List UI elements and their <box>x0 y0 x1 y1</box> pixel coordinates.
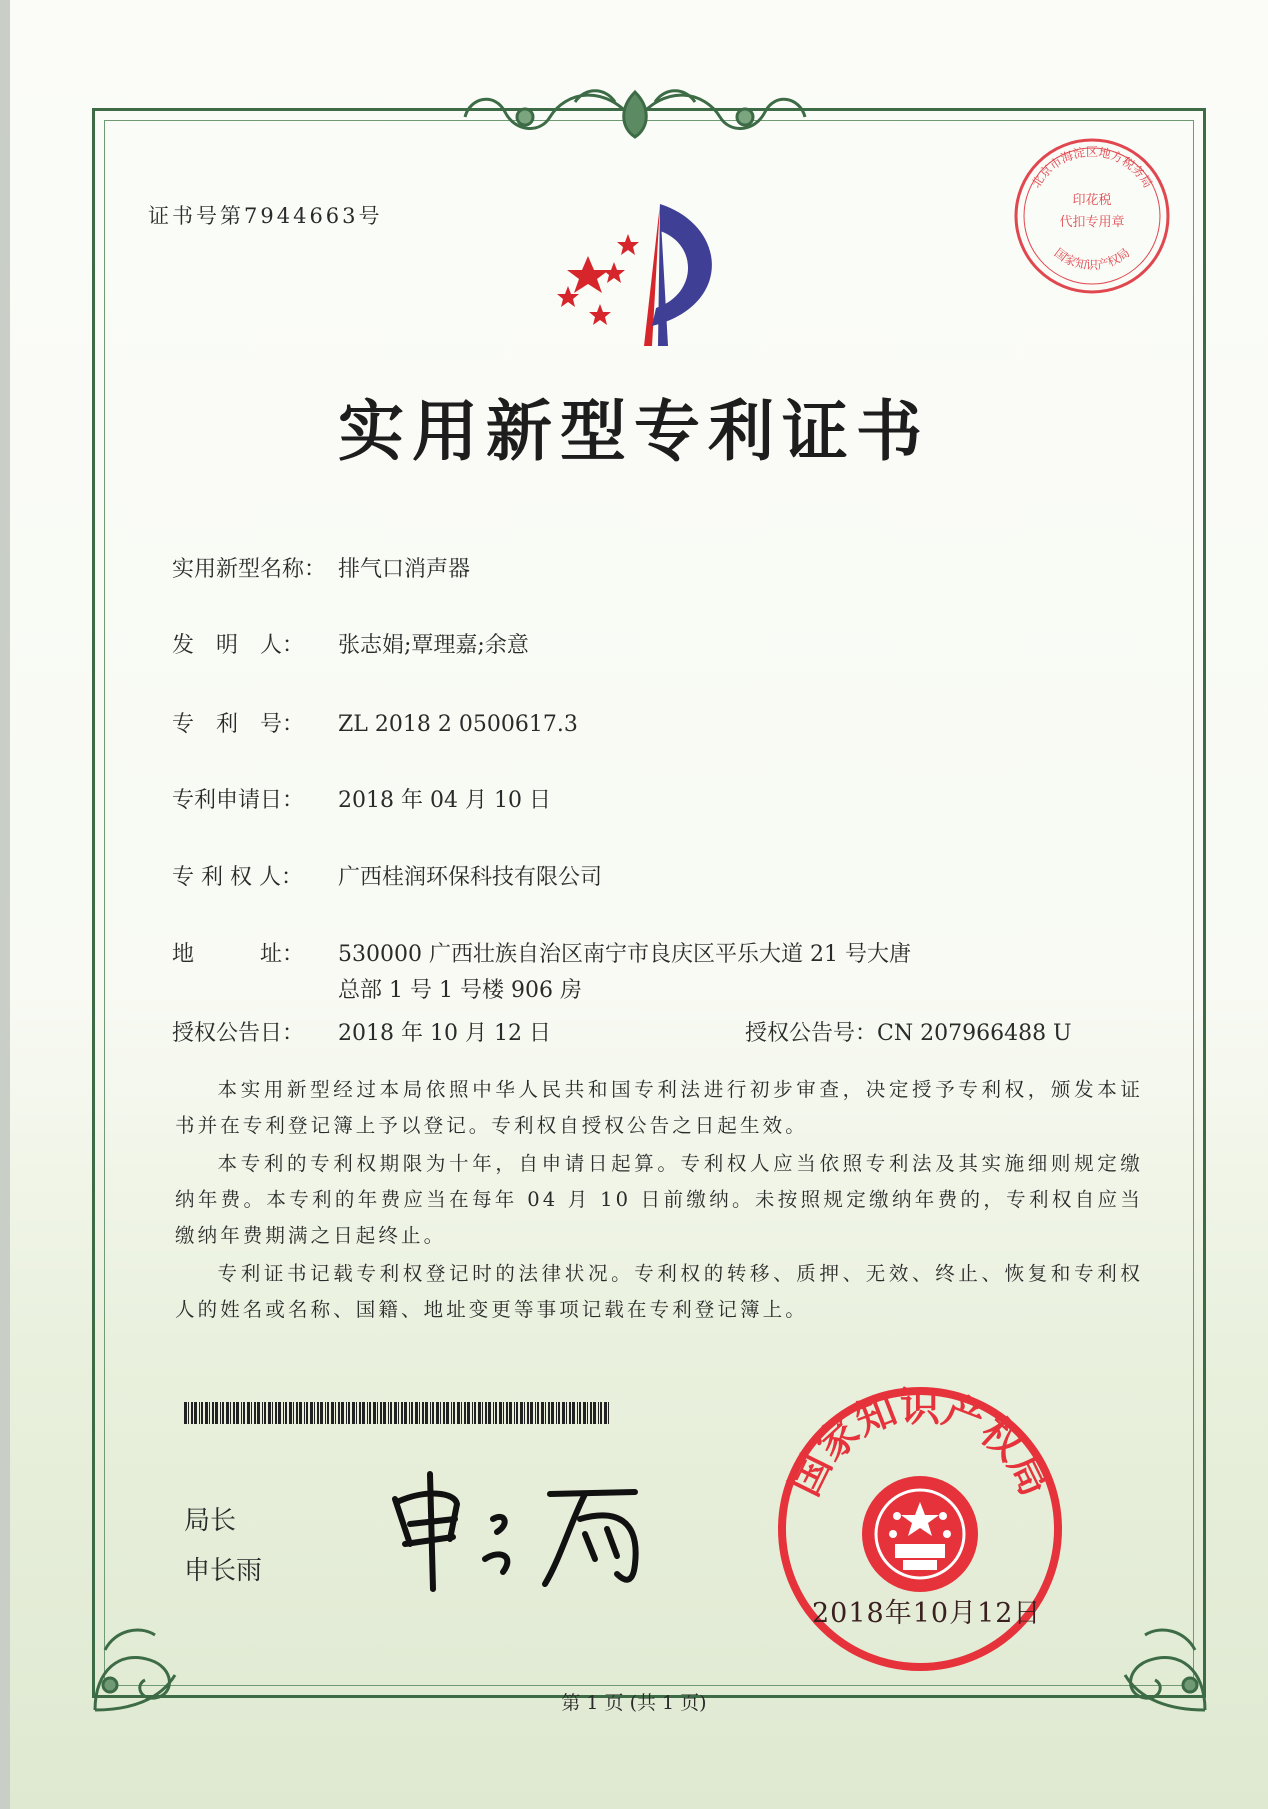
field-label: 地 址： <box>172 942 305 967</box>
tax-bureau-seal <box>1010 134 1174 298</box>
field-label: 专 利 权 人： <box>172 865 303 890</box>
field-address <box>172 937 911 968</box>
svg-text:国家知识产权局 <box>1052 246 1133 273</box>
field-grant-date <box>172 1016 551 1047</box>
field-value: 530000 广西壮族自治区南宁市良庆区平乐大道 21 号大唐 <box>338 942 911 967</box>
paragraph-1: 本实用新型经过本局依照中华人民共和国专利法进行初步审查，决定授予专利权，颁发本证书并在专利登记簿上予以登记。专利权自授权公告之日起生效。 <box>175 1078 1143 1137</box>
field-label: 发 明 人： <box>172 633 305 658</box>
page-number: 第 1 页 (共 1 页) <box>561 1692 707 1714</box>
barcode <box>184 1402 609 1424</box>
paragraph-3: 专利证书记载专利权登记时的法律状况。专利权的转移、质押、无效、终止、恢复和专利权人的姓名或名称、国籍、地址变更等事项记载在专利登记簿上。 <box>175 1262 1143 1321</box>
handwritten-signature <box>385 1464 675 1604</box>
seal-arc-text: 国家知识产权局 <box>781 1384 1059 1504</box>
field-label: 实用新型名称： <box>172 557 327 582</box>
field-value: 总部 1 号 1 号楼 906 房 <box>338 978 582 1003</box>
field-value: 2018 年 10 月 12 日 <box>338 1021 551 1046</box>
field-label: 授权公告号： <box>745 1021 878 1046</box>
field-value: CN 207966488 U <box>877 1021 1072 1046</box>
field-value: 2018 年 04 月 10 日 <box>338 788 551 813</box>
patent-office-logo <box>548 196 738 351</box>
scan-edge <box>0 0 10 1809</box>
field-inventors <box>172 628 529 659</box>
field-application-date <box>172 783 551 814</box>
field-value: 排气口消声器 <box>338 557 471 582</box>
certificate-number: 证书号第7944663号 <box>148 204 383 228</box>
director-title: 局长 <box>184 1506 237 1536</box>
top-ornament <box>455 72 815 147</box>
seal-text-line2: 代扣专用章 <box>1059 215 1125 230</box>
field-label: 专 利 号： <box>172 712 305 737</box>
field-label: 授权公告日： <box>172 1021 305 1046</box>
field-grant-number <box>745 1016 1072 1047</box>
svg-text:北京市海淀区地方税务局 <box>1029 144 1155 190</box>
field-label: 专利申请日： <box>172 788 305 813</box>
field-address-line2 <box>338 973 582 1004</box>
certificate-title: 实用新型专利证书 <box>338 392 930 470</box>
seal-text-line1: 印花税 <box>1072 193 1112 208</box>
director-name: 申长雨 <box>184 1556 263 1586</box>
field-patentee <box>172 860 602 891</box>
seal-arc-top: 北京市海淀区地方税务局 <box>1028 145 1156 191</box>
national-ip-office-seal <box>775 1384 1065 1674</box>
paragraph-2: 本专利的专利权期限为十年，自申请日起算。专利权人应当依照专利法及其实施细则规定缴纳年费。本专利的年费应当在每年 04 月 10 日前缴纳。未按照规定缴纳年费的，专利权自应当缴纳年费期满之日起终止。 <box>175 1152 1143 1247</box>
field-value: ZL 2018 2 0500617.3 <box>338 712 578 737</box>
seal-date: 2018年10月12日 <box>812 1598 1042 1629</box>
field-utility-model-name <box>172 552 470 583</box>
field-value: 张志娟;覃理嘉;余意 <box>338 633 529 658</box>
field-value: 广西桂润环保科技有限公司 <box>338 865 603 890</box>
seal-arc-bottom: 国家知识产权局 <box>1051 245 1133 273</box>
field-patent-number <box>172 707 578 738</box>
